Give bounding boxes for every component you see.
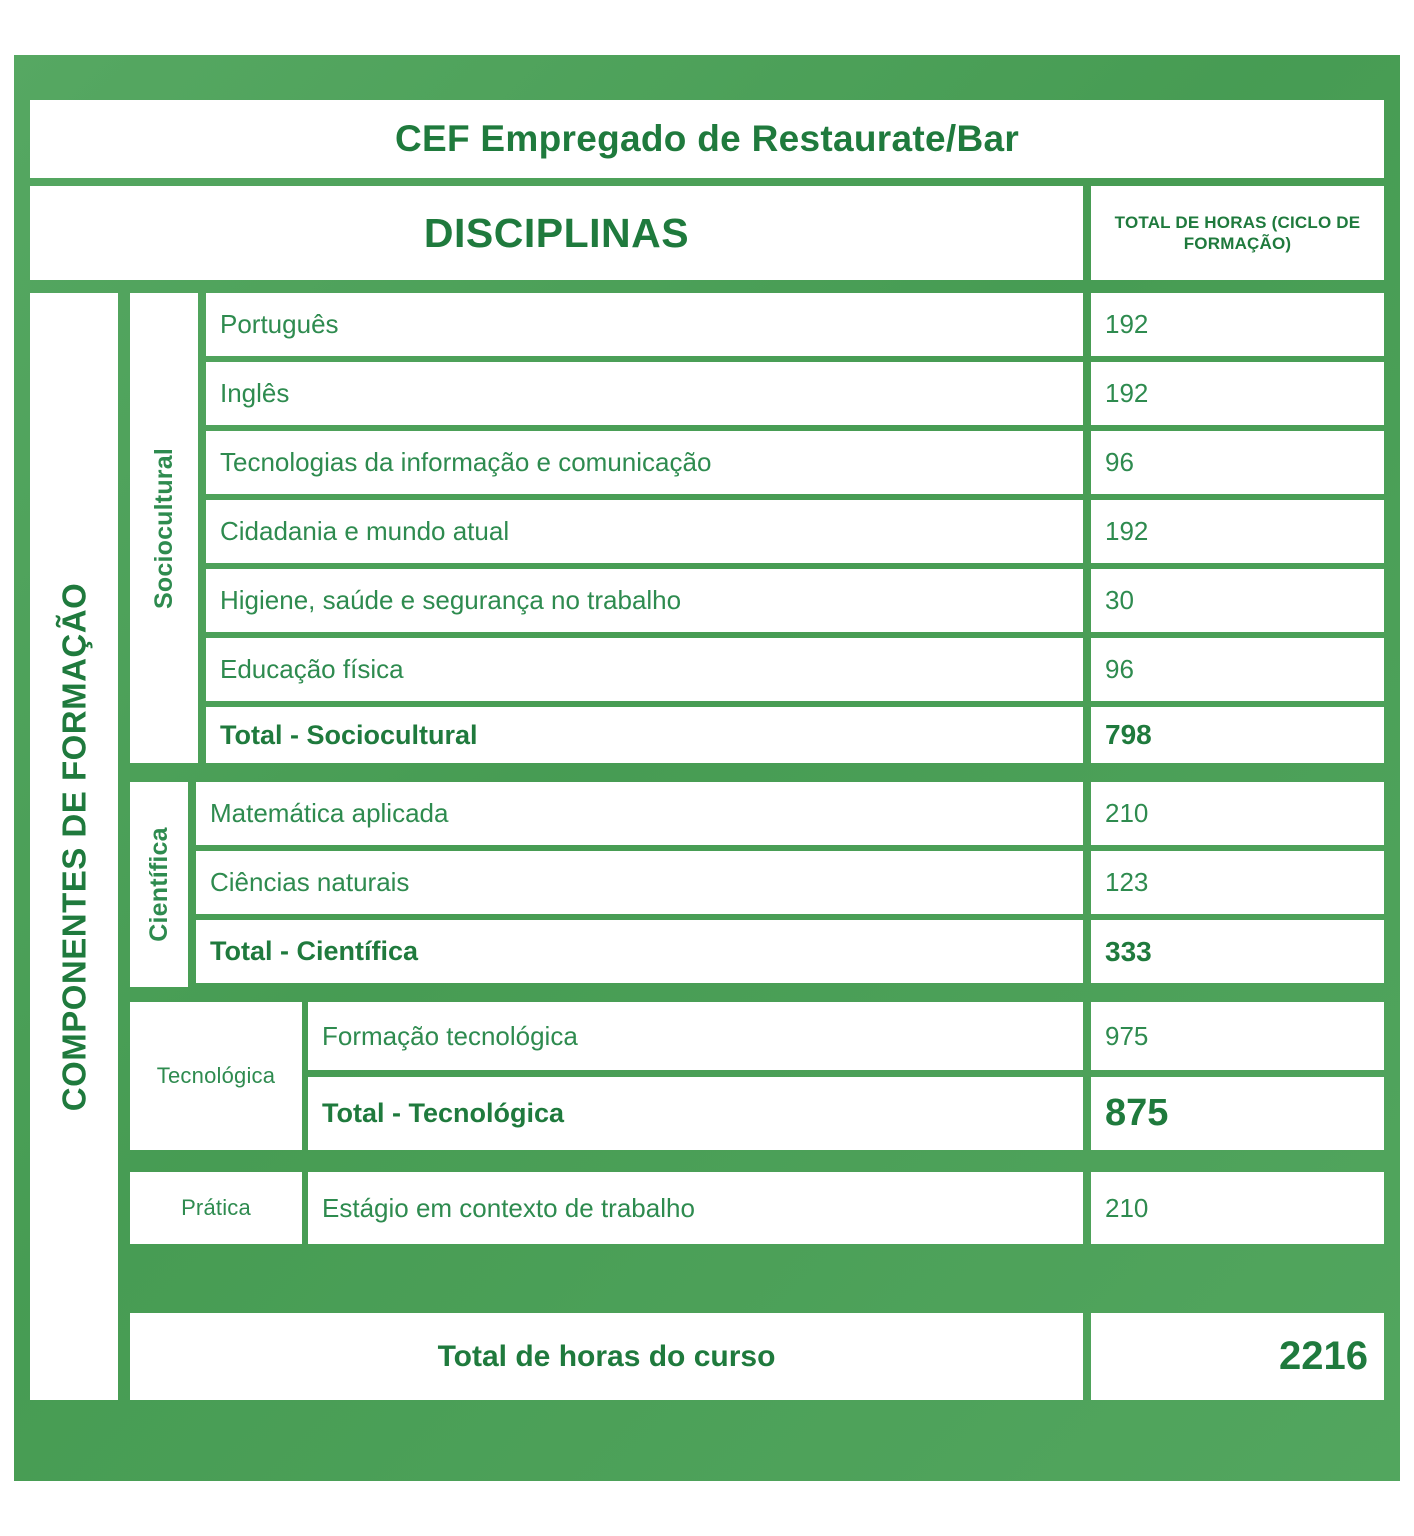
page-title: CEF Empregado de Restaurate/Bar bbox=[394, 118, 1020, 159]
table-row: Estágio em contexto de trabalho bbox=[308, 1172, 1083, 1244]
group-label-tecnologica bbox=[130, 1002, 302, 1150]
column-header-disciplinas bbox=[30, 186, 1083, 280]
table-row: Matemática aplicada bbox=[196, 782, 1083, 845]
column-header-total-horas bbox=[1091, 186, 1384, 280]
green-panel bbox=[14, 55, 1400, 1481]
table-row-total-tecnologica: Total - Tecnológica bbox=[308, 1077, 1083, 1150]
table-cell-hours: 210 bbox=[1091, 782, 1384, 845]
footer-total-label: Total de horas do curso bbox=[130, 1313, 1083, 1400]
table-cell-hours: 96 bbox=[1091, 431, 1384, 494]
table-row: Inglês bbox=[206, 362, 1083, 425]
table-cell-hours: 123 bbox=[1091, 851, 1384, 914]
group-label-cientifica-text: Científica bbox=[144, 827, 173, 942]
column-header-total-horas-label: TOTAL DE HORAS (CICLO DE FORMAÇÃO) bbox=[1114, 212, 1361, 253]
document-title-bar bbox=[30, 100, 1384, 178]
table-cell-hours: 210 bbox=[1091, 1172, 1384, 1244]
table-row: Educação física bbox=[206, 638, 1083, 701]
table-row: Português bbox=[206, 293, 1083, 356]
group-label-cientifica bbox=[130, 782, 188, 987]
table-cell-total-cientifica-hours: 333 bbox=[1091, 920, 1384, 983]
footer-total-value: 2216 bbox=[1091, 1313, 1384, 1400]
group-label-sociocultural-text: Sociocultural bbox=[149, 447, 178, 609]
table-row: Higiene, saúde e segurança no trabalho bbox=[206, 569, 1083, 632]
table-cell-total-sociocultural-hours: 798 bbox=[1091, 707, 1384, 763]
table-cell-hours: 192 bbox=[1091, 293, 1384, 356]
table-cell-hours: 975 bbox=[1091, 1002, 1384, 1070]
table-cell-hours: 96 bbox=[1091, 638, 1384, 701]
table-cell-hours: 192 bbox=[1091, 362, 1384, 425]
table-row: Ciências naturais bbox=[196, 851, 1083, 914]
column-header-disciplinas-label: DISCIPLINAS bbox=[423, 209, 690, 256]
table-row: Formação tecnológica bbox=[308, 1002, 1083, 1070]
group-label-sociocultural bbox=[130, 293, 198, 763]
components-side-label-text: COMPONENTES DE FORMAÇÃO bbox=[55, 582, 93, 1111]
group-label-pratica-text: Prática bbox=[181, 1195, 251, 1220]
table-cell-hours: 30 bbox=[1091, 569, 1384, 632]
table-row: Cidadania e mundo atual bbox=[206, 500, 1083, 563]
table-cell-hours: 192 bbox=[1091, 500, 1384, 563]
table-row-total-sociocultural: Total - Sociocultural bbox=[206, 707, 1083, 763]
components-side-label bbox=[30, 293, 118, 1400]
table-row: Tecnologias da informação e comunicação bbox=[206, 431, 1083, 494]
table-cell-total-tecnologica-hours: 875 bbox=[1091, 1077, 1384, 1150]
group-label-pratica bbox=[130, 1172, 302, 1244]
table-row-total-cientifica: Total - Científica bbox=[196, 920, 1083, 983]
group-label-tecnologica-text: Tecnológica bbox=[156, 1063, 276, 1088]
